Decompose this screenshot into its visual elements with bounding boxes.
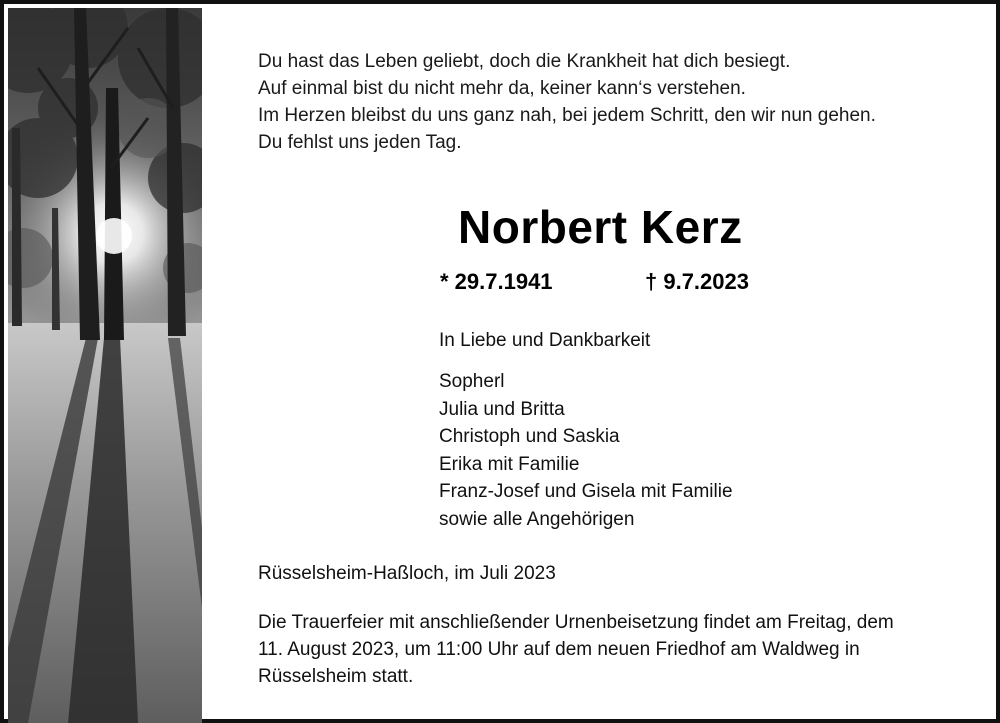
poem-line: Du hast das Leben geliebt, doch die Krankheit hat dich besiegt. [258, 51, 791, 72]
dedication: In Liebe und Dankbarkeit [439, 330, 651, 351]
death-date: † 9.7.2023 [645, 269, 749, 294]
deceased-name: Norbert Kerz [458, 201, 743, 253]
funeral-notice [258, 609, 894, 690]
mourner: sowie alle Angehörigen [439, 508, 635, 530]
mourner: Franz-Josef und Gisela mit Familie [439, 481, 733, 502]
mourner: Christoph und Saskia [439, 426, 620, 447]
mourners-list [439, 368, 733, 533]
poem-line: Im Herzen bleibst du uns ganz nah, bei jedem Schritt, den wir nun gehen. [258, 105, 876, 126]
funeral-line: Rüsselsheim statt. [258, 666, 414, 687]
birth-date: * 29.7.1941 [440, 269, 553, 294]
funeral-line: Die Trauerfeier mit anschließender Urnenbeisetzung findet am Freitag, dem [258, 612, 894, 633]
funeral-line: 11. August 2023, um 11:00 Uhr auf dem neuen Friedhof am Waldweg in [258, 639, 860, 660]
forest-photo [8, 8, 202, 723]
mourner: Erika mit Familie [439, 453, 580, 475]
poem-line: Du fehlst uns jeden Tag. [258, 132, 462, 153]
mourner: Julia und Britta [439, 398, 565, 420]
mourner: Sopherl [439, 371, 505, 392]
place-date: Rüsselsheim-Haßloch, im Juli 2023 [258, 563, 556, 584]
poem [258, 48, 876, 156]
poem-line: Auf einmal bist du nicht mehr da, keiner kann‘s verstehen. [258, 78, 746, 99]
